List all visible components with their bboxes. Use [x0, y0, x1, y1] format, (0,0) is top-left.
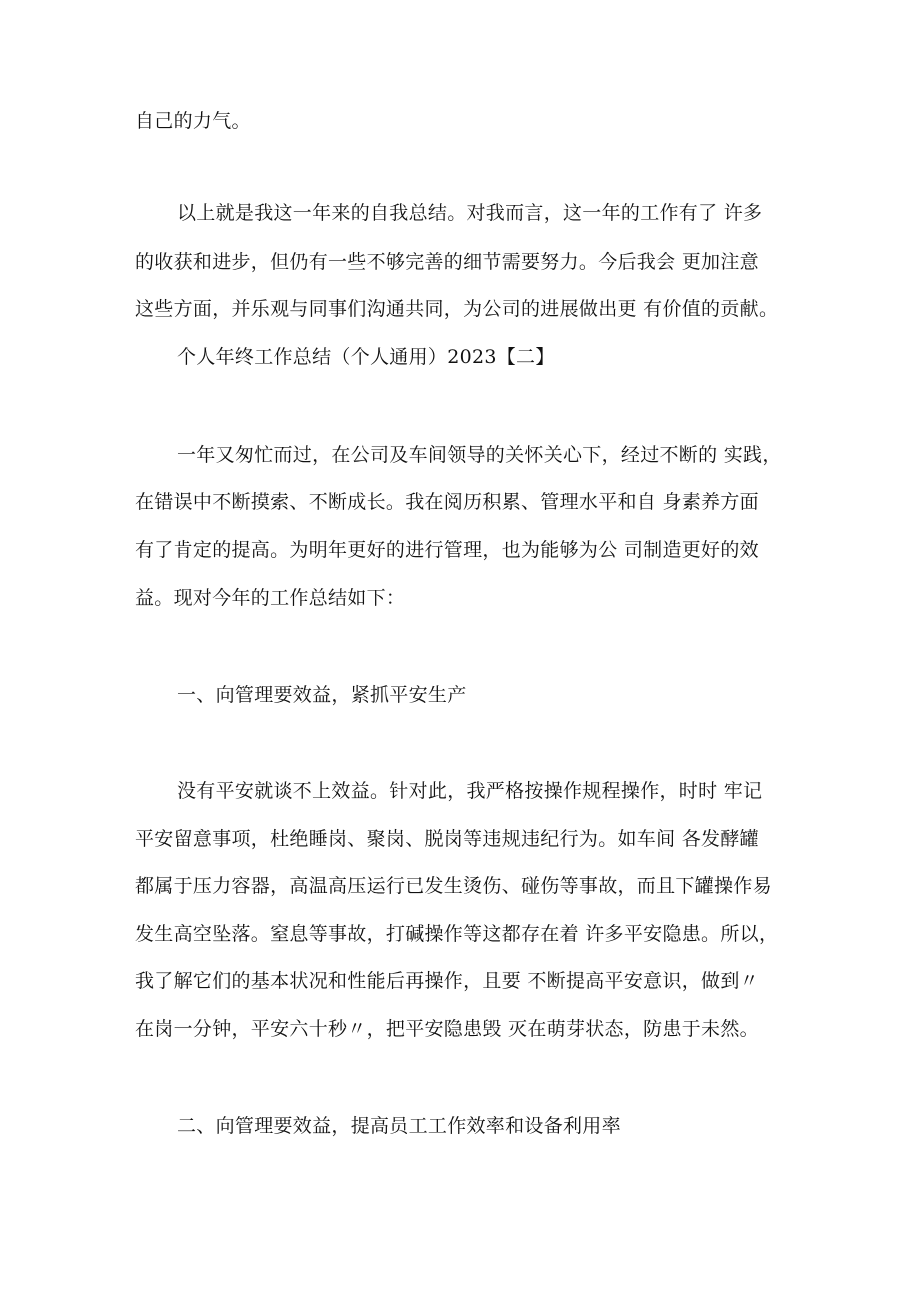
paragraph-line: 自己的力气。	[135, 110, 251, 132]
paragraph-line: 我了解它们的基本状况和性能后再操作，且要 不断提高平安意识，做到〃	[135, 970, 759, 992]
paragraph-line: 以上就是我这一年来的自我总结。对我而言，这一年的工作有了 许多	[177, 202, 763, 224]
subsection-heading: 二、向管理要效益，提高员工工作效率和设备利用率	[177, 1115, 621, 1137]
paragraph-line: 发生高空坠落。窒息等事故，打碱操作等这都存在着 许多平安隐患。所以，	[135, 923, 779, 945]
paragraph-line: 益。现对今年的工作总结如下：	[135, 587, 406, 609]
paragraph-line: 在错误中不断摸索、不断成长。我在阅历积累、管理水平和自 身素养方面	[135, 491, 759, 513]
paragraph-line: 这些方面，并乐观与同事们沟通共同，为公司的进展做出更 有价值的贡献。	[135, 298, 779, 320]
paragraph-line: 的收获和进步，但仍有一些不够完善的细节需要努力。今后我会 更加注意	[135, 251, 759, 273]
paragraph-line: 有了肯定的提高。为明年更好的进行管理，也为能够为公 司制造更好的效	[135, 539, 759, 561]
paragraph-line: 都属于压力容器，高温高压运行已发生烫伤、碰伤等事故，而且下罐操作易	[135, 875, 772, 897]
paragraph-line: 一年又匆忙而过，在公司及车间领导的关怀关心下，经过不断的 实践，	[177, 444, 782, 466]
paragraph-line: 在岗一分钟，平安六十秒〃，把平安隐患毁 灭在萌芽状态，防患于未然。	[135, 1018, 759, 1040]
subsection-heading: 一、向管理要效益，紧抓平安生产	[177, 684, 467, 706]
section-heading: 个人年终工作总结（个人通用）2023【二】	[177, 346, 555, 368]
paragraph-line: 平安留意事项，杜绝睡岗、聚岗、脱岗等违规违纪行为。如车间 各发酵罐	[135, 828, 759, 850]
paragraph-line: 没有平安就谈不上效益。针对此，我严格按操作规程操作，时时 牢记	[177, 780, 763, 802]
